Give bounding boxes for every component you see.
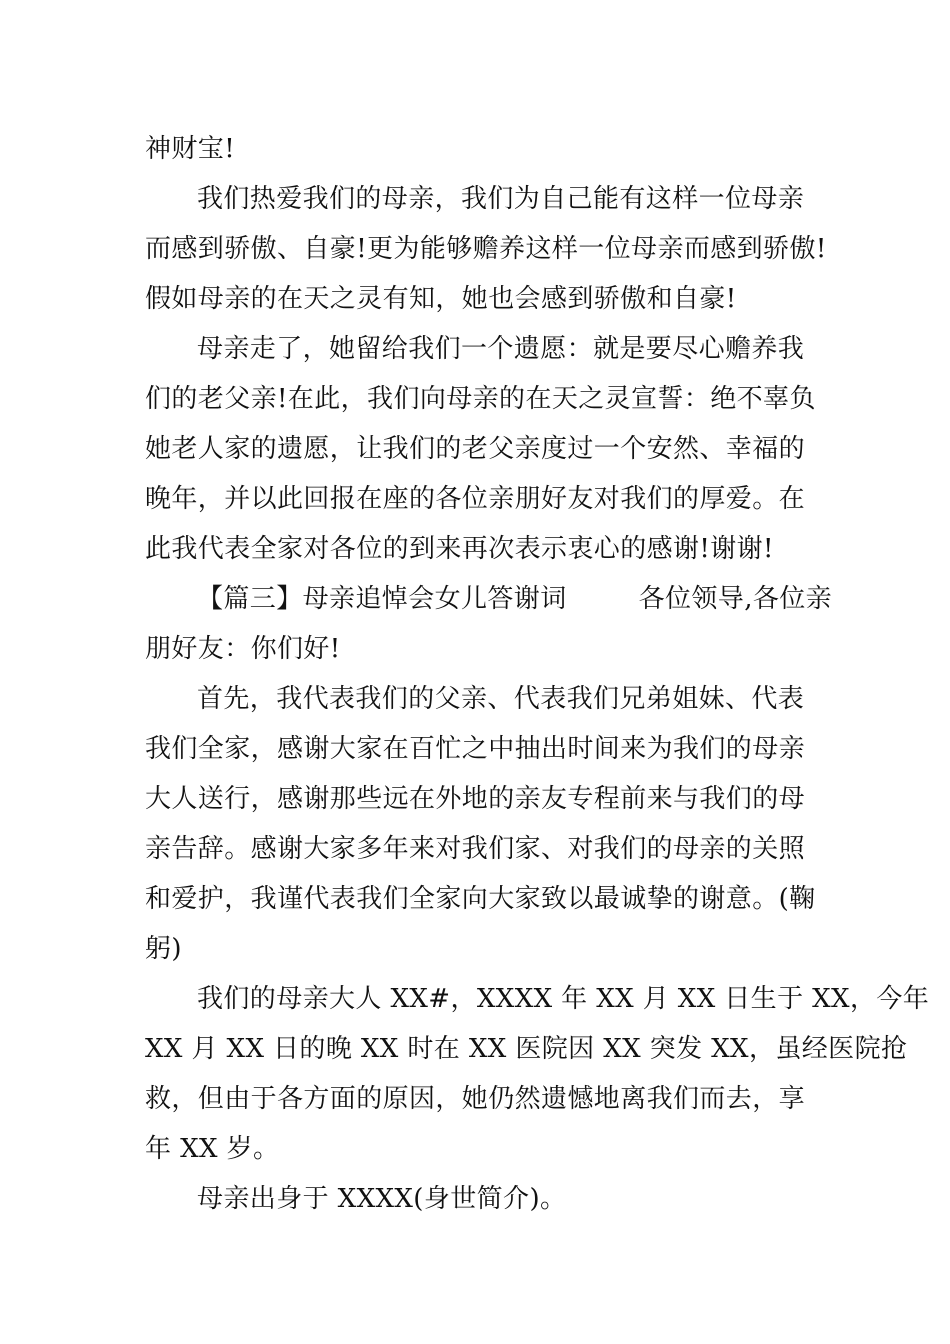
text-line: 她老人家的遗愿，让我们的老父亲度过一个安然、幸福的 [145, 434, 806, 464]
text-line: 神财宝! [145, 134, 236, 164]
text-line: 而感到骄傲、自豪!更为能够赡养这样一位母亲而感到骄傲! [145, 234, 827, 264]
paragraph-start-line: 首先，我代表我们的父亲、代表我们兄弟姐妹、代表 [197, 684, 805, 714]
paragraph-start-line: 我们热爱我们的母亲，我们为自己能有这样一位母亲 [197, 184, 805, 214]
paragraph-start-line: 我们的母亲大人 XX#，XXXX 年 XX 月 XX 日生于 XX，今年 [197, 984, 930, 1014]
text-line: XX 月 XX 日的晚 XX 时在 XX 医院因 XX 突发 XX，虽经医院抢 [145, 1034, 908, 1064]
text-line: 晚年，并以此回报在座的各位亲朋好友对我们的厚爱。在 [145, 484, 806, 514]
section-heading-line [197, 581, 867, 617]
paragraph-start-line: 母亲走了，她留给我们一个遗愿：就是要尽心赡养我 [197, 334, 805, 364]
text-line: 我们全家，感谢大家在百忙之中抽出时间来为我们的母亲 [145, 734, 806, 764]
text-line: 假如母亲的在天之灵有知，她也会感到骄傲和自豪! [145, 284, 737, 314]
text-line: 大人送行，感谢那些远在外地的亲友专程前来与我们的母 [145, 784, 806, 814]
text-line: 和爱护，我谨代表我们全家向大家致以最诚挚的谢意。(鞠 [145, 884, 816, 914]
text-line: 年 XX 岁。 [145, 1134, 280, 1164]
text-line: 救，但由于各方面的原因，她仍然遗憾地离我们而去，享 [145, 1084, 806, 1114]
text-line: 此我代表全家对各位的到来再次表示衷心的感谢!谢谢! [145, 534, 774, 564]
text-line: 朋好友：你们好! [145, 634, 341, 664]
text-line: 亲告辞。感谢大家多年来对我们家、对我们的母亲的关照 [145, 834, 806, 864]
greeting-text: 各位领导,各位亲 [638, 584, 833, 614]
section-heading: 【篇三】母亲追悼会女儿答谢词 [197, 584, 567, 614]
text-line: 们的老父亲!在此，我们向母亲的在天之灵宣誓：绝不辜负 [145, 384, 816, 414]
text-line: 躬) [145, 934, 182, 964]
paragraph-start-line: 母亲出身于 XXXX(身世简介)。 [197, 1184, 567, 1214]
